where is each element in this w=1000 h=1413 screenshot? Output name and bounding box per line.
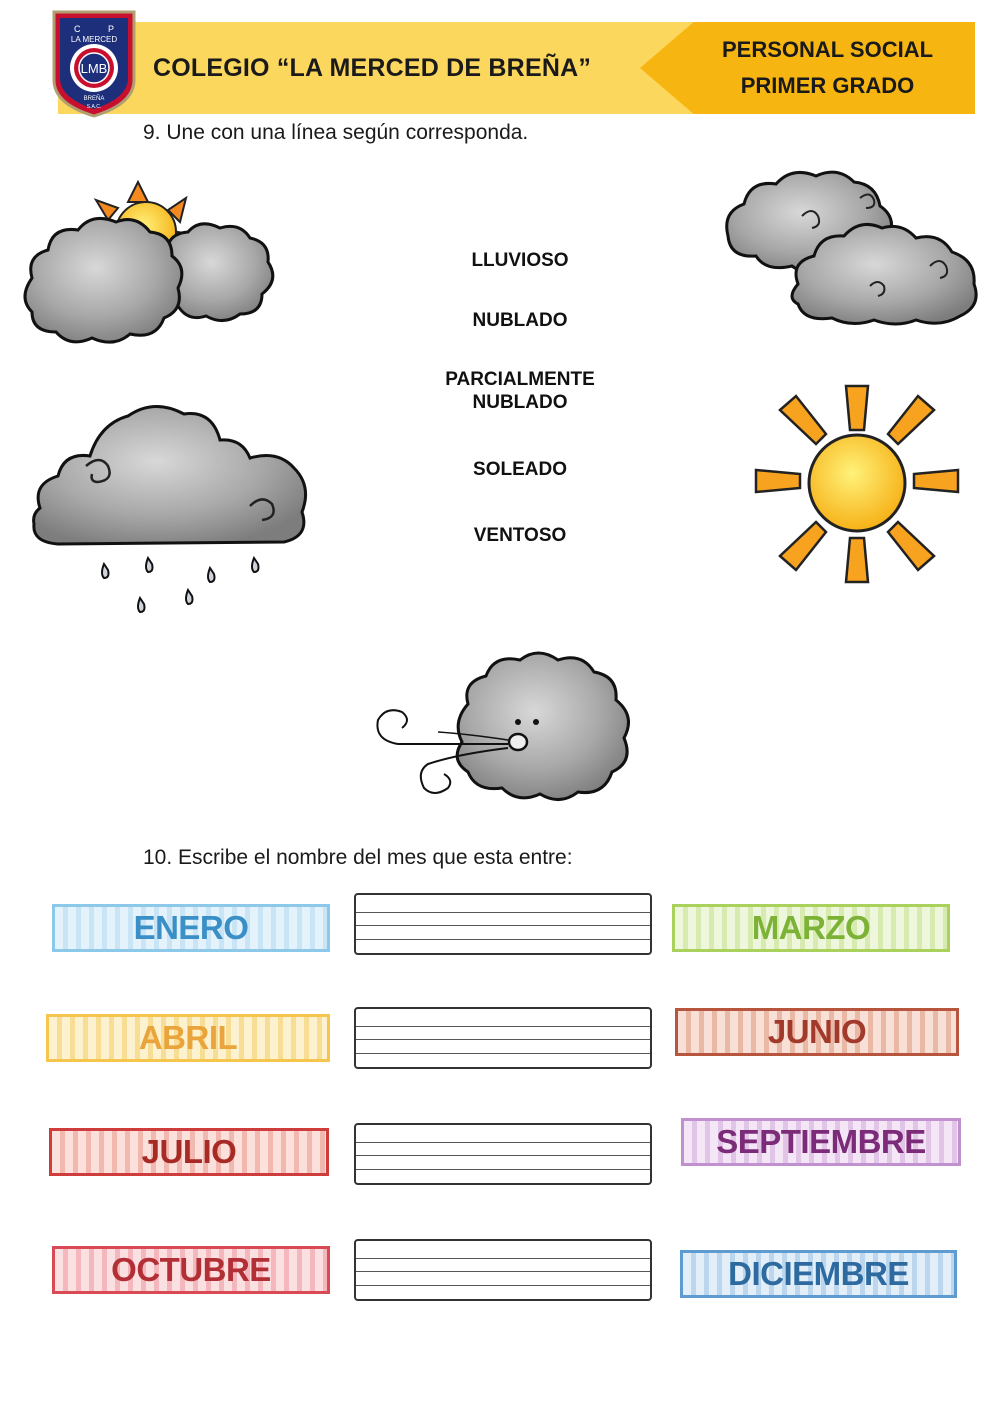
month-julio: JULIO (49, 1128, 329, 1176)
logo-letter-c: C (74, 24, 81, 34)
subject-title: PERSONAL SOCIAL (721, 37, 934, 62)
blank-answer-2[interactable] (354, 1007, 652, 1069)
month-junio: JUNIO (675, 1008, 959, 1056)
partly-cloudy-image[interactable] (18, 176, 278, 356)
school-logo (48, 8, 140, 120)
word-ventoso[interactable]: VENTOSO (473, 525, 567, 546)
word-lluvioso[interactable]: LLUVIOSO (471, 250, 569, 271)
windy-image[interactable] (368, 648, 648, 806)
month-enero: ENERO (52, 904, 330, 952)
month-septiembre: SEPTIEMBRE (681, 1118, 961, 1166)
exercise-10-instruction: 10. Escribe el nombre del mes que esta entre: (143, 846, 573, 869)
logo-text: LMB (80, 61, 108, 76)
grade-title: PRIMER GRADO (740, 73, 915, 98)
blank-answer-3[interactable] (354, 1123, 652, 1185)
school-name: COLEGIO “LA MERCED DE BREÑA” (153, 54, 592, 82)
logo-arc-text: LA MERCED (70, 35, 118, 44)
logo-bottom-text: BREÑA (83, 96, 105, 102)
word-parcialmente[interactable]: PARCIALMENTE (445, 369, 595, 390)
word-nublado[interactable]: NUBLADO (472, 310, 568, 331)
blank-answer-4[interactable] (354, 1239, 652, 1301)
word-parcialmente-nublado[interactable]: NUBLADO (472, 392, 568, 413)
logo-letter-p: P (108, 24, 115, 34)
month-marzo: MARZO (672, 904, 950, 952)
month-abril: ABRIL (46, 1014, 330, 1062)
rain-drops (102, 558, 259, 612)
rainy-image[interactable] (28, 396, 310, 630)
blank-answer-1[interactable] (354, 893, 652, 955)
word-soleado[interactable]: SOLEADO (473, 459, 567, 480)
month-diciembre: DICIEMBRE (680, 1250, 957, 1298)
month-octubre: OCTUBRE (52, 1246, 330, 1294)
exercise-9-instruction: 9. Une con una línea según corresponda. (143, 121, 529, 144)
subject-label-group (680, 22, 975, 114)
cloudy-image[interactable] (720, 166, 982, 332)
logo-sac-text: S.A.C. (86, 104, 102, 110)
sunny-image[interactable] (754, 384, 960, 584)
